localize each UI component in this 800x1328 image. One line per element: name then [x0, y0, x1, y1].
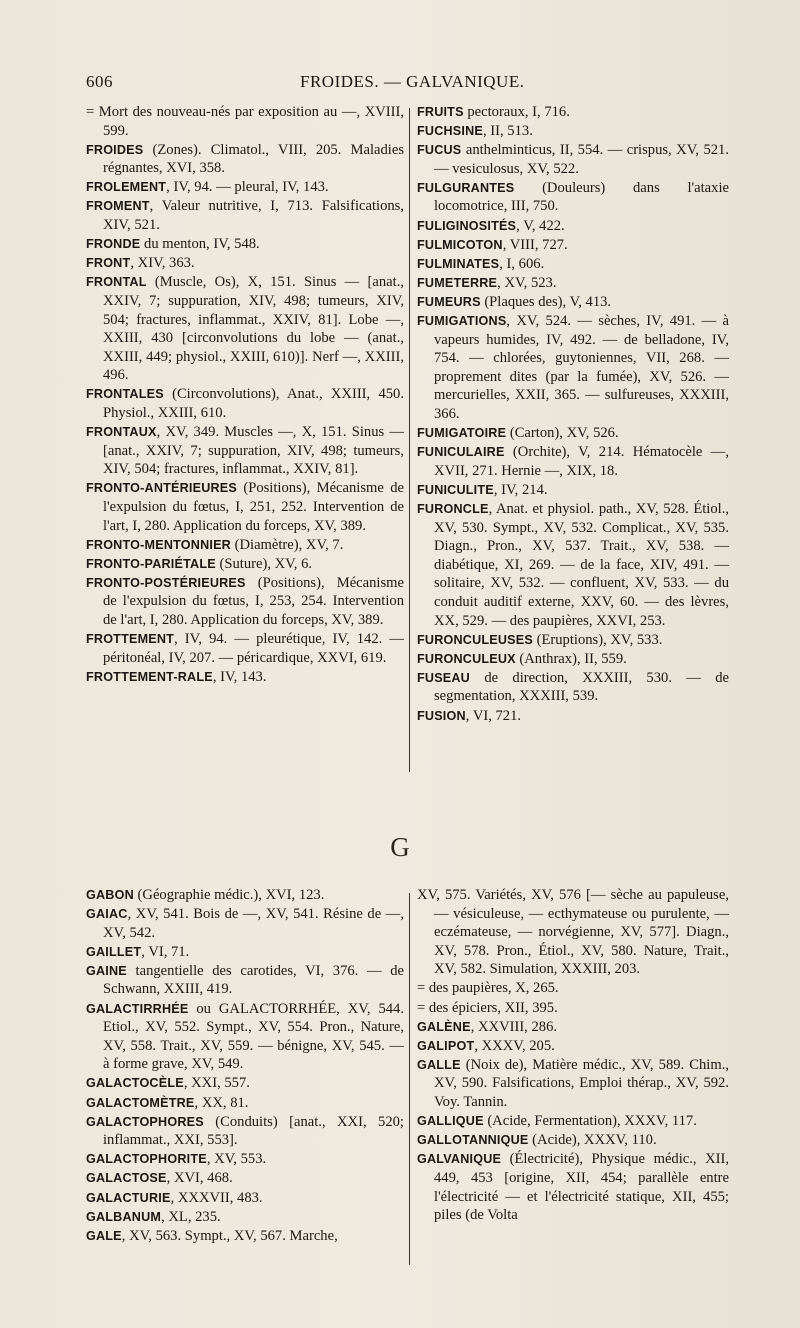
entry-headword: FUMIGATOIRE: [417, 426, 507, 441]
entry-text: = Mort des nouveau-nés par exposition au —, XVIII, 599.: [86, 104, 404, 139]
entry-headword: FUCUS: [417, 143, 462, 158]
index-entry: [417, 1037, 729, 1056]
entry-text: , XXI, 557.: [183, 1075, 250, 1092]
index-entry: [417, 1018, 729, 1037]
entry-text: (Noix de), Matière médic., XV, 589. Chim., XV, 590. Falsifications, Emploi thérap., XV, 592. Voy. Tannin.: [434, 1056, 729, 1111]
entry-headword: FROTTEMENT-RALE: [86, 669, 213, 684]
entry-headword: GALVANIQUE: [417, 1152, 502, 1167]
entry-headword: FULIGINOSITÉS: [417, 218, 517, 233]
index-entry: [417, 424, 729, 443]
entry-text: (Positions), Mécanisme de l'expulsion du fœtus, I, 253, 254. Intervention de l'art, I, 280. Application du forceps, XV, 389.: [103, 574, 404, 629]
entry-headword: GALLOTANNIQUE: [417, 1133, 529, 1148]
entry-headword: GALLIQUE: [417, 1114, 484, 1129]
entry-text: (Conduits) [anat., XXI, 520; inflammat., XXI, 553].: [103, 1113, 404, 1149]
entry-headword: FUMEURS: [417, 294, 481, 309]
entry-text: , IV, 94. — pleural, IV, 143.: [166, 179, 329, 196]
entry-headword: GALACTURIE: [86, 1190, 171, 1205]
entry-headword: FRONTO-MENTONNIER: [86, 537, 231, 552]
index-entry: [417, 1131, 729, 1150]
index-entry: [417, 481, 729, 500]
entry-text: (Circonvolutions), Anat., XXIII, 450. Physiol., XXIII, 610.: [103, 386, 404, 421]
index-entry: [86, 479, 404, 535]
entry-headword: GAINE: [86, 963, 127, 978]
index-column-1: [86, 103, 404, 687]
entry-headword: FRONTALES: [86, 387, 164, 402]
index-entry: [86, 1150, 404, 1169]
entry-text: du menton, IV, 548.: [140, 236, 260, 253]
entry-text: (Suture), XV, 6.: [215, 555, 313, 572]
entry-headword: GALACTOMÈTRE: [86, 1095, 195, 1110]
entry-text: (Diamètre), XV, 7.: [230, 536, 344, 553]
index-entry: [86, 197, 404, 234]
entry-text: (Acide, Fermentation), XXXV, 117.: [483, 1113, 697, 1130]
section-letter: G: [390, 832, 410, 862]
entry-text: , XV, 349. Muscles —, X, 151. Sinus — [anat., XXIV, 7; suppuration, XIV, 498; tumeurs, XIV, 504; fractures, inflammat., XXIV, 81].: [103, 424, 404, 478]
entry-headword: GALBANUM: [86, 1209, 162, 1224]
entry-headword: GALIPOT: [417, 1038, 475, 1053]
index-entry: [86, 905, 404, 942]
entry-headword: FROMENT: [86, 199, 150, 214]
entry-headword: FUMIGATIONS: [417, 314, 507, 329]
entry-headword: FRONTO-ANTÉRIEURES: [86, 481, 237, 496]
entry-headword: GALACTOCÈLE: [86, 1076, 184, 1091]
entry-text: , XV, 541. Bois de —, XV, 541. Résine de —, XV, 542.: [103, 906, 404, 941]
index-entry: [86, 1000, 404, 1074]
entry-text: de direction, XXXIII, 530. — de segmentation, XXXIII, 539.: [434, 669, 729, 705]
entry-text: = des épiciers, XII, 395.: [417, 999, 558, 1016]
entry-text: , XV, 524. — sèches, IV, 491. — à vapeurs humides, IV, 492. — de belladone, IV, 754. — chlorées, guytoniennes, VII, 268. — proprement dites (par la fumée), XV, 526. — mercurielles, XXII, 365. — sulfureuses, XXXIII, 366.: [434, 313, 729, 422]
entry-text: anthelminticus, II, 554. — crispus, XV, 521. — vesiculosus, XV, 522.: [434, 142, 729, 177]
entry-headword: FULGURANTES: [417, 180, 515, 195]
entry-headword: GALE: [86, 1228, 122, 1243]
entry-headword: FRONTAUX: [86, 425, 157, 440]
entry-text: (Géographie médic.), XVI, 123.: [133, 887, 325, 903]
index-entry: [86, 886, 404, 905]
entry-headword: FUNICULITE: [417, 482, 494, 497]
column-divider-bottom: [409, 893, 410, 1265]
index-entry: [86, 1074, 404, 1093]
entry-headword: FRUITS: [417, 105, 464, 119]
index-entry: [417, 217, 729, 236]
index-entry: [86, 1189, 404, 1208]
index-entry: [86, 1208, 404, 1227]
entry-headword: FUSEAU: [417, 670, 470, 685]
index-entry: [86, 536, 404, 555]
entry-text: (Eruptions), XV, 533.: [532, 631, 663, 648]
index-entry: [417, 122, 729, 141]
entry-text: , IV, 94. — pleurétique, IV, 142. — péritonéal, IV, 207. — péricardique, XXVI, 619.: [103, 631, 404, 666]
entry-text: , I, 606.: [499, 255, 545, 272]
column-divider-top: [409, 108, 410, 772]
index-entry: [417, 141, 729, 178]
entry-headword: FRONTAL: [86, 275, 147, 290]
entry-text: , Valeur nutritive, I, 713. Falsifications, XIV, 521.: [103, 198, 404, 234]
entry-text: , V, 422.: [516, 217, 565, 234]
index-entry: [86, 254, 404, 273]
entry-headword: GAILLET: [86, 944, 142, 959]
entry-text: , XXXVII, 483.: [170, 1189, 263, 1206]
index-entry: [417, 443, 729, 480]
entry-text: (Zones). Climatol., VIII, 205. Maladies régnantes, XVI, 358.: [103, 141, 404, 177]
index-column-4: [417, 886, 729, 1225]
entry-text: , XX, 81.: [194, 1094, 249, 1111]
index-entry: [417, 650, 729, 669]
entry-headword: FURONCULEUSES: [417, 632, 533, 647]
index-entry: [417, 1150, 729, 1224]
entry-text: , XV, 523.: [497, 274, 557, 291]
index-entry: [86, 1113, 404, 1150]
entry-headword: GABON: [86, 888, 134, 902]
entry-headword: GALÈNE: [417, 1019, 471, 1034]
entry-headword: GALACTIRRHÉE: [86, 1001, 189, 1016]
index-entry: [86, 630, 404, 667]
entry-headword: FROTTEMENT: [86, 632, 175, 647]
index-entry: [417, 979, 729, 998]
entry-headword: GALLE: [417, 1057, 461, 1072]
entry-text: (Positions), Mécanisme de l'expulsion du fœtus, I, 251, 252. Intervention de l'art, I, 280. Application du forceps, XV, 389.: [103, 480, 404, 534]
entry-headword: FULMICOTON: [417, 237, 503, 252]
index-entry: [86, 574, 404, 630]
entry-text: , Anat. et physiol. path., XV, 528. Étiol., XV, 530. Sympt., XV, 532. Complicat., XV, 535. Diagn., Pron., XV, 537. Trait., XV, 538. — diabétique, XI, 269. — de la face, XIV, 491. — solitaire, XV, 532. — confluent, XV, 533. — du conduit auditif externe, XXV, 60. — des lèvres, XX, 529. — des paupières, XXVI, 253.: [434, 500, 729, 629]
index-entry: [86, 668, 404, 687]
index-entry: [417, 103, 729, 122]
entry-text: , XV, 553.: [206, 1151, 267, 1168]
index-entry: [417, 886, 729, 979]
entry-text: (Carton), XV, 526.: [506, 425, 619, 442]
index-entry: [417, 500, 729, 630]
entry-text: , IV, 214.: [493, 481, 548, 498]
entry-headword: FRONTO-PARIÉTALE: [86, 556, 216, 571]
index-entry: [417, 631, 729, 650]
index-entry: [417, 1112, 729, 1131]
index-entry: [417, 236, 729, 255]
index-entry: [86, 555, 404, 574]
entry-text: , VI, 721.: [465, 707, 522, 724]
entry-headword: FRONT: [86, 256, 131, 271]
running-header: [86, 72, 736, 98]
entry-headword: FRONTO-POSTÉRIEURES: [86, 575, 246, 590]
index-entry: [417, 999, 729, 1018]
entry-text: , XVI, 468.: [166, 1170, 233, 1187]
index-entry: [417, 293, 729, 312]
entry-text: , XIV, 363.: [130, 255, 195, 272]
entry-text: , XXVIII, 286.: [470, 1018, 558, 1035]
entry-text: , XL, 235.: [161, 1208, 221, 1225]
index-entry: [86, 385, 404, 422]
entry-headword: FURONCULEUX: [417, 651, 516, 666]
index-entry: [86, 962, 404, 999]
entry-text: (Acide), XXXV, 110.: [528, 1132, 657, 1149]
entry-text: ou GALACTORRHÉE, XV, 544. Etiol., XV, 552. Sympt., XV, 554. Pron., Nature, XV, 558. Trait., XV, 559. — bénigne, XV, 545. — à forme grave, XV, 549.: [103, 1000, 404, 1073]
page-number: 606: [86, 72, 113, 91]
index-entry: [86, 273, 404, 385]
entry-headword: FUNICULAIRE: [417, 445, 505, 460]
entry-text: , IV, 143.: [212, 668, 267, 685]
index-column-2: [417, 103, 729, 726]
index-entry: [86, 1169, 404, 1188]
index-entry: [417, 179, 729, 216]
entry-text: (Douleurs) dans l'ataxie locomotrice, III, 750.: [434, 179, 729, 215]
entry-headword: FUSION: [417, 708, 466, 723]
entry-text: = des paupières, X, 265.: [417, 980, 559, 997]
index-entry: [417, 1056, 729, 1112]
entry-headword: FRONDE: [86, 237, 141, 252]
index-entry: [86, 235, 404, 254]
entry-text: (Muscle, Os), X, 151. Sinus — [anat., XXIV, 7; suppuration, XIV, 498; tumeurs, XIV, 504; fractures, inflammat., XXIV, 81]. Lobe —, XXIII, 430 [circonvolutions du lobe — (anat., XXIII, 449; physiol., XXIII, 610)]. Nerf —, XXIII, 496.: [103, 274, 404, 384]
entry-text: , XXXV, 205.: [474, 1037, 555, 1054]
entry-headword: GALACTOPHORES: [86, 1114, 204, 1129]
entry-headword: FULMINATES: [417, 256, 500, 271]
entry-headword: FUMETERRE: [417, 275, 498, 290]
running-head: FROIDES. — GALVANIQUE.: [300, 72, 525, 91]
entry-text: (Plaques des), V, 413.: [480, 293, 612, 310]
index-entry: [417, 255, 729, 274]
entry-text: , XV, 563. Sympt., XV, 567. Marche,: [121, 1227, 338, 1244]
index-entry: [86, 1227, 404, 1246]
index-entry: [86, 141, 404, 178]
index-entry: [417, 669, 729, 706]
entry-text: XV, 575. Variétés, XV, 576 [— sèche au papuleuse, — vésiculeuse, — ecthymateuse ou purulente, — eczémateuse, — norvégienne, XV, 577]. Diagn., XV, 578. Pron., Étiol., XV, 580. Nature, Trait., XV, 582. Simulation, XXXIII, 203.: [417, 887, 729, 978]
entry-text: , II, 513.: [482, 123, 533, 140]
entry-headword: GAIAC: [86, 907, 128, 922]
index-entry: [86, 1094, 404, 1113]
entry-text: , VIII, 727.: [502, 236, 568, 253]
index-entry: [417, 707, 729, 726]
entry-text: pectoraux, I, 716.: [463, 104, 570, 120]
index-entry: [417, 274, 729, 293]
entry-text: (Anthrax), II, 559.: [515, 650, 627, 667]
entry-text: tangentielle des carotides, VI, 376. — de Schwann, XXIII, 419.: [103, 962, 404, 998]
index-entry: [86, 423, 404, 479]
entry-headword: FROLEMENT: [86, 180, 167, 195]
index-entry: [86, 103, 404, 140]
entry-text: (Orchite), V, 214. Hématocèle —, XVII, 271. Hernie —, XIX, 18.: [434, 444, 729, 479]
index-entry: [86, 943, 404, 962]
entry-text: (Électricité), Physique médic., XII, 449, 453 [origine, XII, 454; parallèle entre l'électricité — et l'électricité statique, XII, 455; piles (de Volta: [434, 1151, 729, 1224]
entry-headword: GALACTOPHORITE: [86, 1152, 207, 1167]
entry-headword: FURONCLE: [417, 501, 489, 516]
index-entry: [417, 312, 729, 424]
entry-headword: FUCHSINE: [417, 124, 483, 139]
index-column-3: [86, 886, 404, 1246]
entry-text: , VI, 71.: [141, 943, 190, 960]
entry-headword: FROIDES: [86, 142, 144, 157]
index-entry: [86, 178, 404, 197]
entry-headword: GALACTOSE: [86, 1171, 167, 1186]
